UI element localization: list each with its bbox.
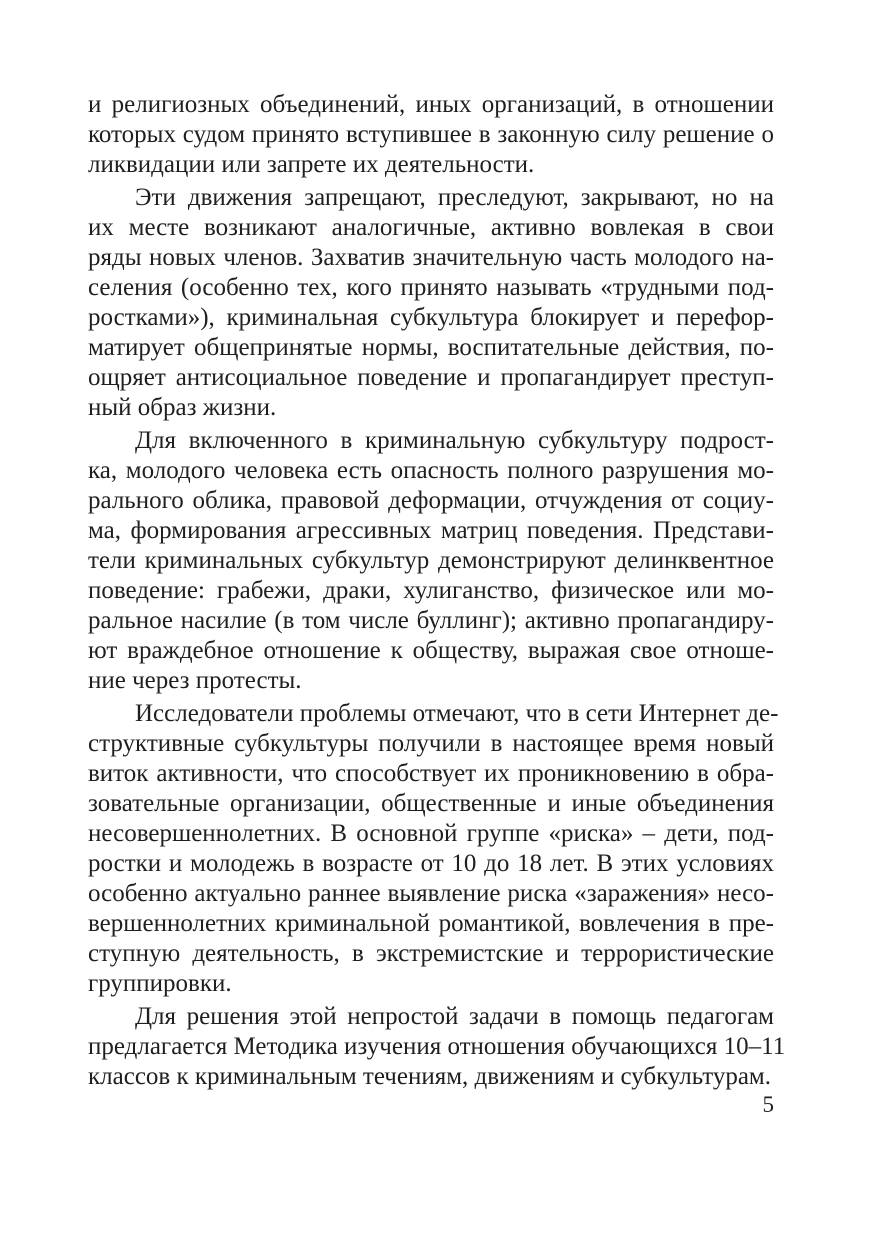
text-line: вершеннолетних криминальной романтикой, вовлечения в пре-: [88, 910, 774, 937]
text-line: ный образ жизни.: [88, 394, 277, 421]
text-line: матирует общепринятые нормы, воспитательные действия, по-: [88, 334, 774, 361]
text-line: структивные субкультуры получили в настоящее время новый: [88, 730, 774, 757]
text-line: особенно актуально раннее выявление риска «заражения» несо-: [88, 880, 774, 907]
paragraph-1: [88, 90, 774, 180]
text-line: ростками»), криминальная субкультура блокирует и перефор-: [88, 304, 774, 331]
text-line: Для решения этой непростой задачи в помощь педагогам: [135, 1003, 774, 1030]
page-number: 5: [762, 1092, 774, 1117]
text-line: ние через протесты.: [88, 667, 302, 694]
paragraph-3: [88, 426, 774, 696]
paragraph-5: [88, 1002, 786, 1092]
text-line: ступную деятельность, в экстремистские и террористические: [88, 940, 774, 967]
text-line: которых судом принято вступившее в законную силу решение о: [88, 121, 774, 148]
text-line: и религиозных объединений, иных организаций, в отношении: [88, 91, 774, 118]
text-line: ма, формирования агрессивных матриц поведения. Представи-: [88, 517, 774, 544]
text-line: Исследователи проблемы отмечают, что в сети Интернет де-: [135, 700, 779, 727]
text-line: ка, молодого человека есть опасность полного разрушения мо-: [88, 457, 774, 484]
text-line: группировки.: [88, 970, 232, 997]
paragraph-4: [88, 699, 779, 999]
text-line: селения (особенно тех, кого принято называть «трудными под-: [88, 274, 774, 301]
text-line: поведение: грабежи, драки, хулиганство, физическое или мо-: [88, 577, 774, 604]
page-body: [88, 90, 786, 1092]
text-line: классов к криминальным течениям, движениям и субкультурам.: [88, 1063, 771, 1090]
text-line: зовательные организации, общественные и иные объединения: [88, 790, 774, 817]
text-line: ряды новых членов. Захватив значительную часть молодого на-: [88, 244, 774, 271]
paragraph-2: [88, 183, 774, 423]
text-line: ликвидации или запрете их деятельности.: [88, 151, 535, 178]
text-line: несовершеннолетних. В основной группе «риска» – дети, под-: [88, 820, 774, 847]
text-line: ральное насилие (в том числе буллинг); активно пропагандиру-: [88, 607, 774, 634]
text-line: ют враждебное отношение к обществу, выражая свое отноше-: [88, 637, 774, 664]
text-line: предлагается Методика изучения отношения обучающихся 10–11: [88, 1033, 786, 1060]
text-line: их месте возникают аналогичные, активно вовлекая в свои: [88, 214, 774, 241]
text-line: ощряет антисоциальное поведение и пропагандирует преступ-: [88, 364, 774, 391]
text-line: ростки и молодежь в возрасте от 10 до 18 лет. В этих условиях: [88, 850, 774, 877]
text-line: Эти движения запрещают, преследуют, закрывают, но на: [135, 184, 774, 211]
text-line: рального облика, правовой деформации, отчуждения от социу-: [88, 487, 774, 514]
text-line: виток активности, что способствует их проникновению в обра-: [88, 760, 774, 787]
text-line: Для включенного в криминальную субкультуру подрост-: [135, 427, 774, 454]
text-line: тели криминальных субкультур демонстрируют делинквентное: [88, 547, 774, 574]
